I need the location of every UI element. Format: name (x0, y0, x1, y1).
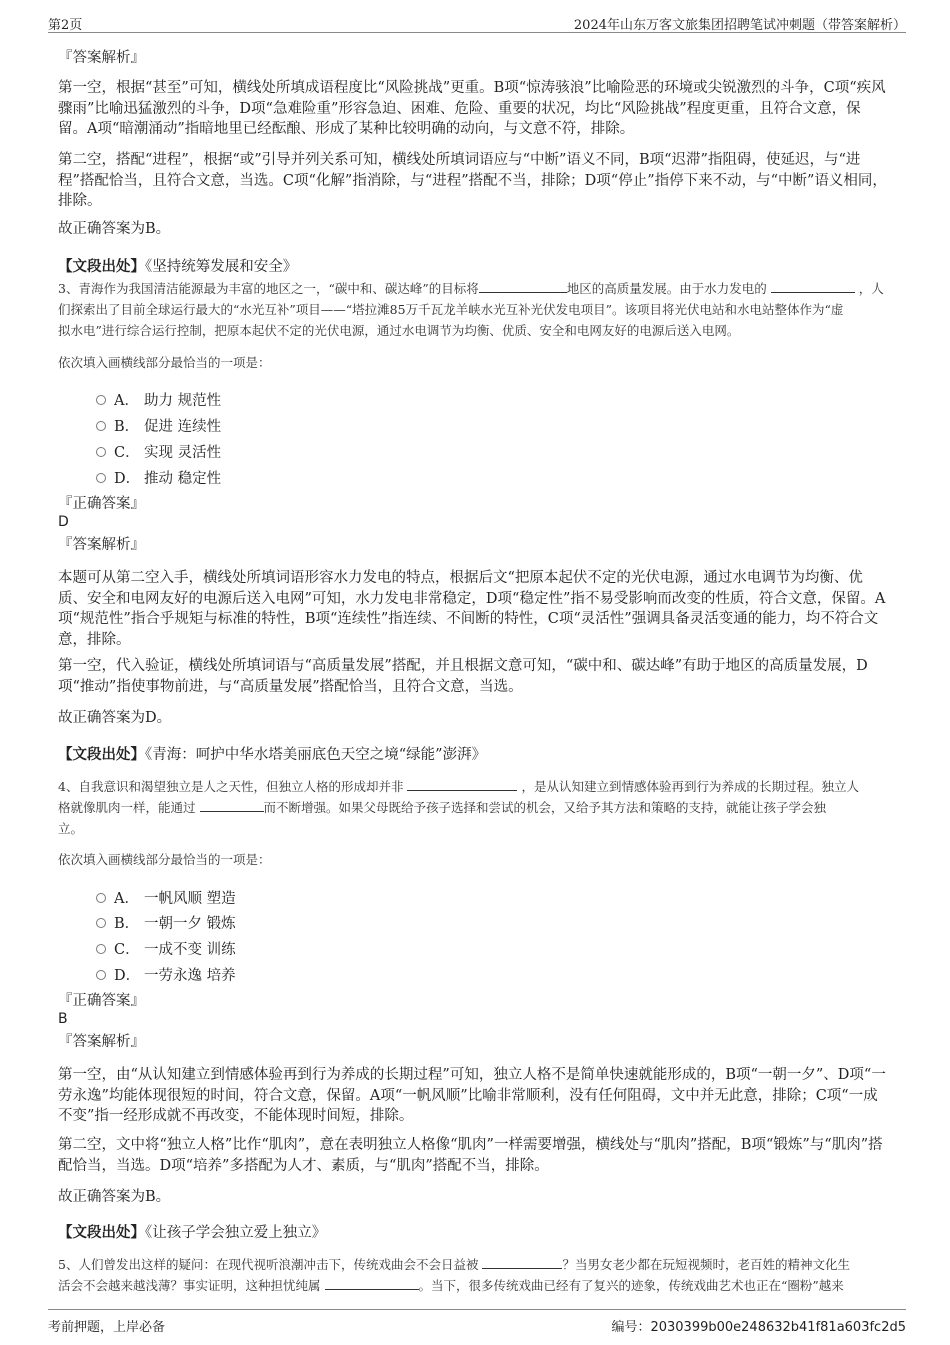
q4-source: 【文段出处】《让孩子学会独立爱上独立》 (58, 1224, 327, 1241)
q2-source-title: 《坚持统筹发展和安全》 (145, 259, 298, 275)
q4-instruction: 依次填入画横线部分最恰当的一项是： (58, 852, 271, 867)
radio-icon[interactable] (96, 944, 106, 954)
q4-stem-line-1: 4、自我意识和渴望独立是人之天性，但独立人格的形成却并非 ，是从认知建立到情感体验再到行为养成的长期过程。独立人 (58, 779, 859, 794)
q3-source: 【文段出处】《青海：呵护中华水塔美丽底色天空之境“绿能”澎湃》 (58, 746, 487, 763)
radio-icon[interactable] (96, 893, 106, 903)
q4-stem-line-3: 立。 (58, 821, 84, 836)
radio-icon[interactable] (96, 447, 106, 457)
q2-source (58, 255, 297, 276)
q4-stem-line-2: 格就像肌肉一样，能通过 而不断增强。如果父母既给予孩子选择和尝试的机会，又给予其方法和策略的支持，就能让孩子学会独 (58, 800, 827, 815)
q3-stem (58, 278, 903, 341)
q3-stem-line-1: 3、青海作为我国清洁能源最为丰富的地区之一，“碳中和、碳达峰”的目标将 地区的高质量发展。由于水力发电的 ，人 (58, 281, 884, 296)
q3-analysis-para-2: 第一空，代入验证，横线处所填词语与“高质量发展”搭配，并且根据文意可知，“碳中和、碳达峰”有助于地区的高质量发展，D项“推动”指使事物前进，与“高质量发展”搭配恰当，且符合文意，当选。 (58, 658, 868, 695)
q2-analysis-para-2: 第二空，搭配“进程”，根据“或”引导并列关系可知，横线处所填词语应与“中断”语义不同，B项“迟滞”指阻碍，使延迟，与“进程”搭配恰当，且符合文意，当选。C项“化解”指消除，与“进程”搭配不当，排除；D项“停止”指停下来不动，与“中断”语义相同，排除。 (58, 152, 887, 209)
q3-answer: D (58, 514, 69, 530)
analysis-label: 『答案解析』 (58, 50, 145, 66)
page-footer (48, 1309, 906, 1334)
q3-analysis-label: 『答案解析』 (58, 537, 145, 553)
q2-conclusion: 故正确答案为B。 (58, 221, 171, 237)
q4-conclusion: 故正确答案为B。 (58, 1189, 171, 1205)
q4-answer: B (58, 1011, 68, 1027)
radio-icon[interactable] (96, 970, 106, 980)
q5-stem-line-2: 活会不会越来越浅薄？事实证明，这种担忧纯属 。当下，很多传统戏曲已经有了复兴的迹象，传统戏曲艺术也正在“圈粉”越来 (58, 1278, 844, 1293)
q4-analysis-para-2: 第二空，文中将“独立人格”比作“肌肉”，意在表明独立人格像“肌肉”一样需要增强，横线处与“肌肉”搭配，B项“锻炼”与“肌肉”搭配恰当，当选。D项“培养”多搭配为人才、素质，与“肌肉”搭配不当，排除。 (58, 1137, 883, 1174)
source-label: 【文段出处】 (58, 258, 145, 275)
radio-icon[interactable] (96, 473, 106, 483)
radio-icon[interactable] (96, 918, 106, 928)
q3-stem-line-3: 拟水电”进行综合运行控制，把原本起伏不定的光伏电源，通过水电调节为均衡、优质、安全和电网友好的电源后送入电网。 (58, 323, 740, 338)
page-number: 第2页 (48, 18, 83, 33)
q3-correct-label: 『正确答案』 (58, 496, 145, 512)
q3-conclusion: 故正确答案为D。 (58, 710, 172, 726)
document-title: 2024年山东万客文旅集团招聘笔试冲刺题（带答案解析） (573, 18, 906, 33)
page-header (48, 12, 906, 33)
q4-stem (58, 776, 903, 839)
q2-analysis-para-1: 第一空，根据“甚至”可知，横线处所填成语程度比“风险挑战”更重。B项“惊涛骇浪”比喻险恶的环境或尖锐激烈的斗争，C项“疾风骤雨”比喻迅猛激烈的斗争，D项“急难险重”形容急迫、困难、危险、重要的状况，均比“风险挑战”程度更重，且符合文意，保留。A项“暗潮涌动”指暗地里已经酝酿、形成了某种比较明确的动向，与文意不符，排除。 (58, 80, 886, 137)
q3-stem-line-2: 们探索出了目前全球运行最大的“水光互补”项目——“塔拉滩85万千瓦龙羊峡水光互补光伏发电项目”。该项目将光伏电站和水电站整体作为“虚 (58, 302, 844, 317)
radio-icon[interactable] (96, 395, 106, 405)
document-code: 编号：2030399b00e248632b41f81a603fc2d5 (611, 1320, 906, 1335)
q3-analysis-para-1: 本题可从第二空入手，横线处所填词语形容水力发电的特点，根据后文“把原本起伏不定的光伏电源，通过水电调节为均衡、优质、安全和电网友好的电源后送入电网”可知，水力发电非常稳定，D项“稳定性”指不易受影响而改变的性质，符合文意，保留。A项“规范性”指合乎规矩与标准的特性，B项“连续性”指连续、不间断的特性，C项“灵活性”强调具备灵活变通的能力，均不符合文意，排除。 (58, 570, 886, 648)
q4-correct-label: 『正确答案』 (58, 993, 145, 1009)
q5-stem (58, 1254, 903, 1296)
footer-slogan: 考前押题，上岸必备 (48, 1320, 166, 1335)
radio-icon[interactable] (96, 421, 106, 431)
q3-instruction: 依次填入画横线部分最恰当的一项是： (58, 355, 271, 370)
q5-stem-line-1: 5、人们曾发出这样的疑问：在现代视听浪潮冲击下，传统戏曲会不会日益被 ？当男女老少都在玩短视频时，老百姓的精神文化生 (58, 1257, 850, 1272)
q4-analysis-para-1: 第一空，由“从认知建立到情感体验再到行为养成的长期过程”可知，独立人格不是简单快速就能形成的，B项“一朝一夕”、D项“一劳永逸”均能体现很短的时间，符合文意，保留。A项“一帆风顺”比喻非常顺利，没有任何阻碍，文中并无此意，排除；C项“一成不变”指一经形成就不再改变，不能体现时间短，排除。 (58, 1067, 886, 1124)
q4-analysis-label: 『答案解析』 (58, 1034, 145, 1050)
